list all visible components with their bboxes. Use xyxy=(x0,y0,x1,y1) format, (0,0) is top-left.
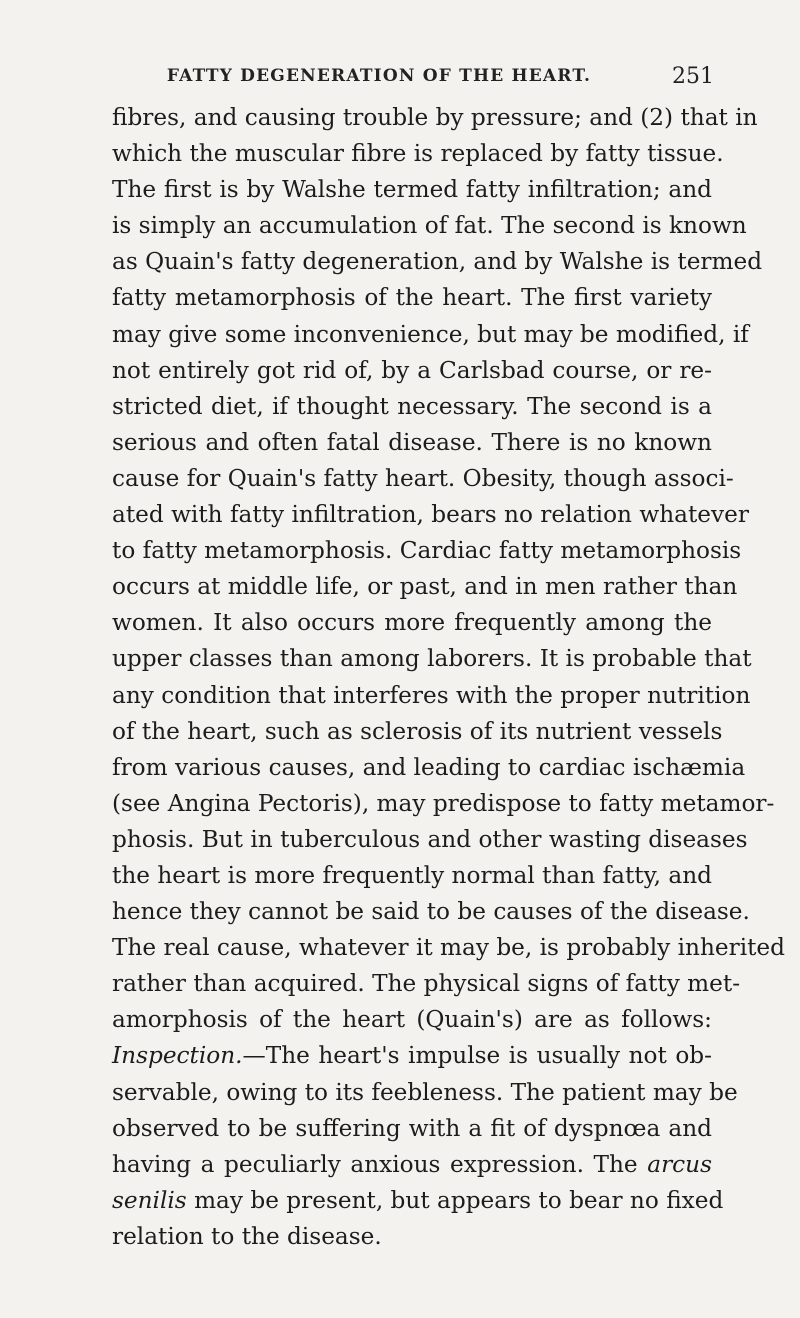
text-line: women. It also occurs more frequently among the xyxy=(112,609,712,637)
text-line: hence they cannot be said to be causes of the disease. xyxy=(112,898,750,926)
text-line: of the heart, such as sclerosis of its nutrient vessels xyxy=(112,717,723,745)
text-line: from various causes, and leading to cardiac ischæmia xyxy=(112,753,746,781)
text-line: servable, owing to its feebleness. The patient may be xyxy=(112,1078,738,1106)
senilis-term: senilis xyxy=(112,1186,187,1214)
text-line: ated with fatty infiltration, bears no relation whatever xyxy=(112,501,749,529)
text-line: may give some inconvenience, but may be modified, if xyxy=(112,320,749,348)
text-line: amorphosis of the heart (Quain's) are as follows: xyxy=(112,1006,712,1034)
senilis-text: may be present, but appears to bear no fixed xyxy=(186,1186,724,1214)
text-line: the heart is more frequently normal than fatty, and xyxy=(112,861,712,889)
text-line: stricted diet, if thought necessary. The second is a xyxy=(112,392,712,420)
text-line: (see Angina Pectoris), may predispose to fatty metamor- xyxy=(112,789,775,817)
page-number: 251 xyxy=(672,64,714,89)
text-line: observed to be suffering with a fit of dyspnœa and xyxy=(112,1114,712,1142)
running-head xyxy=(112,66,714,94)
text-line-last: relation to the disease. xyxy=(112,1222,382,1250)
text-line: phosis. But in tuberculous and other wasting diseases xyxy=(112,825,748,853)
text-line-senilis xyxy=(112,1183,724,1219)
text-line: fibres, and causing trouble by pressure; and (2) that in xyxy=(112,104,758,131)
arcus-term: arcus xyxy=(647,1150,712,1178)
running-title: FATTY DEGENERATION OF THE HEART. xyxy=(166,66,592,86)
text-line: to fatty metamorphosis. Cardiac fatty metamorphosis xyxy=(112,537,742,565)
text-line: The real cause, whatever it may be, is probably inherited xyxy=(112,934,785,962)
text-line: fatty metamorphosis of the heart. The first variety xyxy=(112,284,712,312)
text-line: upper classes than among laborers. It is probable that xyxy=(112,645,752,673)
text-line: not entirely got rid of, by a Carlsbad course, or re- xyxy=(112,356,712,384)
text-line: is simply an accumulation of fat. The second is known xyxy=(112,212,747,240)
text-line: cause for Quain's fatty heart. Obesity, though associ- xyxy=(112,464,734,492)
text-line: as Quain's fatty degeneration, and by Walshe is termed xyxy=(112,248,763,276)
text-line-inspection xyxy=(112,1038,712,1074)
text-line: which the muscular fibre is replaced by fatty tissue. xyxy=(112,140,724,168)
inspection-heading: Inspection. xyxy=(112,1042,243,1070)
text-line: The first is by Walshe termed fatty infiltration; and xyxy=(112,176,712,204)
text-line: any condition that interferes with the proper nutrition xyxy=(112,681,751,709)
text-line-arcus xyxy=(112,1147,712,1183)
text-line: serious and often fatal disease. There is no known xyxy=(112,428,712,456)
arcus-lead-text: having a peculiarly anxious expression. The xyxy=(112,1150,638,1178)
inspection-text: —The heart's impulse is usually not ob- xyxy=(242,1042,712,1070)
text-line: rather than acquired. The physical signs of fatty met- xyxy=(112,970,741,998)
body-text xyxy=(112,100,785,1255)
text-line: occurs at middle life, or past, and in men rather than xyxy=(112,573,738,601)
